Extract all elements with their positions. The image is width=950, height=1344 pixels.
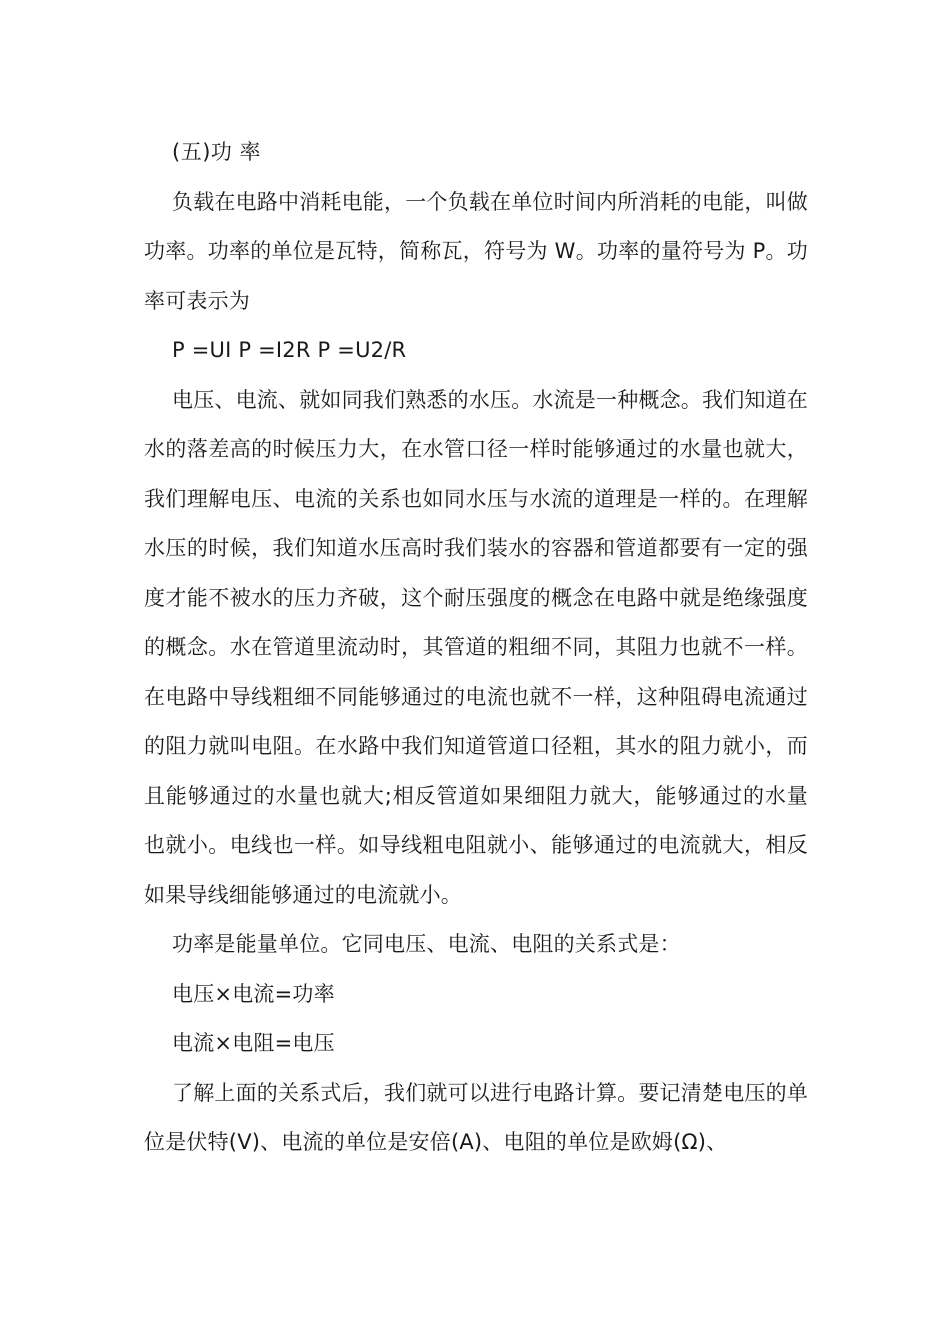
paragraph-water-analogy: 电压、电流、就如同我们熟悉的水压。水流是一种概念。我们知道在水的落差高的时候压力大，在水管口径一样时能够通过的水量也就大，我们理解电压、电流的关系也如同水压与水流的道理是一样的。在理解水压的时候，我们知道水压高时我们装水的容器和管道都要有一定的强度才能不被水的压力齐破，这个耐压强度的概念在电路中就是绝缘强度的概念。水在管道里流动时，其管道的粗细不同，其阻力也就不一样。在电路中导线粗细不同能够通过的电流也就不一样，这种阻碍电流通过的阻力就叫电阻。在水路中我们知道管道口径粗，其水的阻力就小，而且能够通过的水量也就大;相反管道如果细阻力就大，能够通过的水量也就小。电线也一样。如导线粗电阻就小、能够通过的电流就大，相反如果导线细能够通过的电流就小。 bbox=[144, 387, 808, 907]
document-body bbox=[144, 128, 808, 1168]
section-heading: (五)功 率 bbox=[172, 140, 262, 164]
relation-line-power: 电压×电流=功率 bbox=[172, 981, 335, 1006]
paragraph-relations-intro: 功率是能量单位。它同电压、电流、电阻的关系式是： bbox=[172, 932, 681, 956]
formula-line: P =UI P =I2R P =U2/R bbox=[172, 338, 407, 362]
paragraph-power-definition: 负载在电路中消耗电能，一个负载在单位时间内所消耗的电能，叫做功率。功率的单位是瓦特，简称瓦，符号为 W。功率的量符号为 P。功率可表示为 bbox=[144, 189, 808, 313]
paragraph-units: 了解上面的关系式后，我们就可以进行电路计算。要记清楚电压的单位是伏特(V)、电流的单位是安倍(A)、电阻的单位是欧姆(Ω)、 bbox=[144, 1080, 808, 1154]
relation-line-voltage: 电流×电阻=电压 bbox=[172, 1031, 335, 1055]
